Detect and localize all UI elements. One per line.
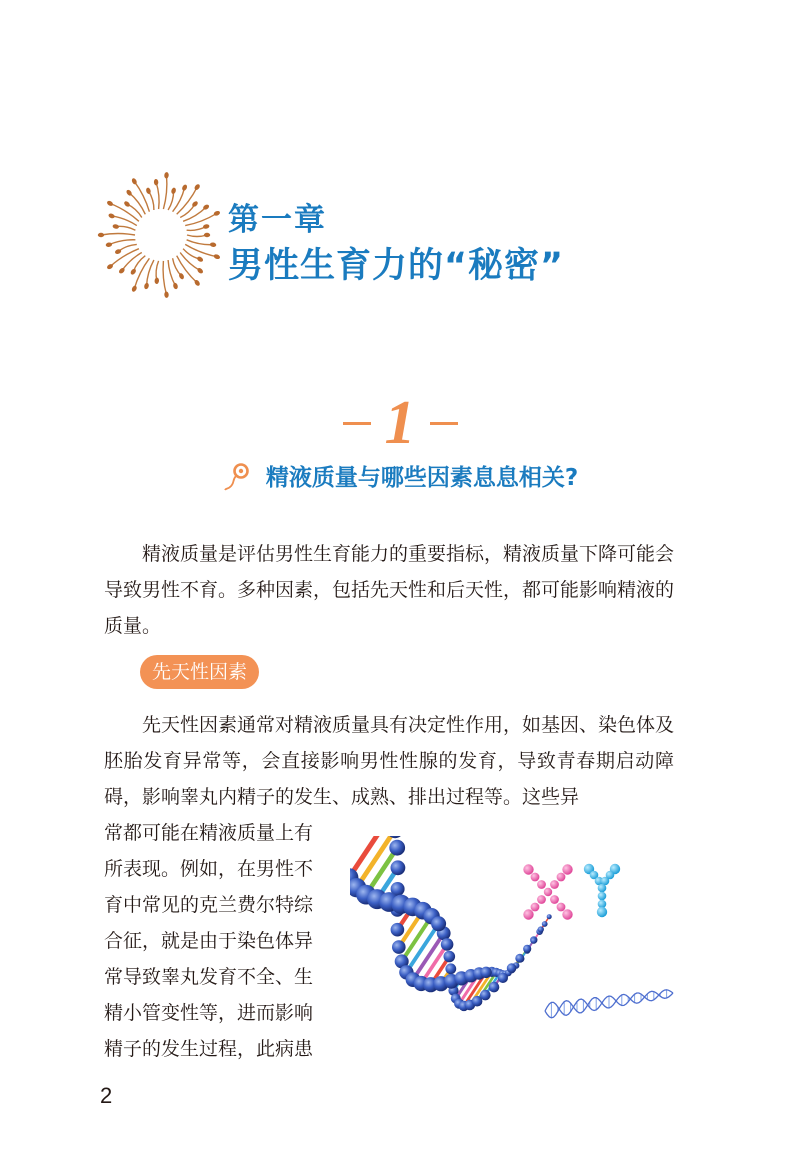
dna-bead xyxy=(391,860,406,875)
page-number: 2 xyxy=(100,1083,113,1108)
sperm-tail xyxy=(109,240,135,245)
sperm-tail xyxy=(101,234,135,236)
sperm-head xyxy=(144,282,150,289)
sperm-head xyxy=(181,184,188,192)
sperm-sun-icon xyxy=(96,170,226,300)
sperm-head xyxy=(194,183,201,191)
x-chromosome-bead xyxy=(562,864,572,874)
x-chromosome-bead xyxy=(557,903,566,912)
subsection-paragraph: 先天性因素通常对精液质量具有决定性作用，如基因、染色体及胚胎发育异常等，会直接影响男性性腺的发育，导致青春期启动障碍，影响睾丸内精子的发生、成熟、排出过程等。这些异 xyxy=(104,714,675,808)
y-chromosome-icon xyxy=(584,864,620,917)
y-chromosome-bead xyxy=(597,907,607,917)
sperm-tail xyxy=(187,240,214,245)
x-chromosome-bead xyxy=(550,880,559,889)
sperm-head xyxy=(98,233,104,237)
sperm-head xyxy=(105,242,112,248)
x-chromosome-bead xyxy=(537,880,546,889)
sperm-head xyxy=(130,268,137,276)
sperm-head xyxy=(191,200,199,208)
dna-bead xyxy=(523,945,531,953)
section-question xyxy=(0,459,800,492)
sperm-head xyxy=(131,285,138,293)
dna-bead xyxy=(480,990,491,1001)
x-chromosome-bead xyxy=(523,909,533,919)
sperm-head xyxy=(164,291,169,298)
sperm-head xyxy=(196,267,204,275)
x-chromosome-bead xyxy=(531,903,540,912)
sperm-head xyxy=(171,187,177,194)
dna-bead xyxy=(445,963,456,974)
chapter-label: 第一章 xyxy=(228,202,327,238)
dna-bead xyxy=(507,963,517,973)
dna-bead xyxy=(498,973,508,983)
dna-bead xyxy=(489,982,500,993)
x-chromosome-bead xyxy=(544,888,552,896)
right-dash xyxy=(430,422,458,425)
sperm-head xyxy=(123,200,131,208)
sperm-head xyxy=(204,233,210,237)
left-dash xyxy=(343,422,371,425)
x-chromosome-bead xyxy=(550,895,559,904)
dna-bead xyxy=(480,967,491,978)
text-line: 精小管变性等，进而影响 xyxy=(104,1002,314,1024)
sperm-head xyxy=(112,224,119,230)
text-line: 育中常见的克兰费尔特综 xyxy=(104,894,314,916)
dna-bead xyxy=(538,926,544,932)
text-line: 所表现。例如，在男性不 xyxy=(104,858,314,880)
subsection-badge: 先天性因素 xyxy=(140,655,259,689)
text-line: 常导致睾丸发育不全、生 xyxy=(104,966,314,988)
sperm-tail xyxy=(112,216,137,226)
sperm-head xyxy=(196,256,204,263)
sperm-icon xyxy=(222,461,252,491)
dna-helix-illustration xyxy=(350,836,680,1051)
sperm-head xyxy=(164,172,169,179)
sperm-head xyxy=(213,253,221,259)
sperm-tail xyxy=(185,213,217,225)
sperm-tail xyxy=(156,182,159,209)
section-question-text: 精液质量与哪些因素息息相关? xyxy=(265,465,579,491)
section-number: 1 xyxy=(384,389,416,457)
x-chromosome-bead xyxy=(537,895,546,904)
dna-bead xyxy=(547,914,552,919)
sperm-tail xyxy=(163,261,166,295)
y-chromosome-bead xyxy=(598,884,607,893)
x-chromosome-bead xyxy=(557,873,566,882)
text-line: 精子的发生过程，此病患 xyxy=(104,1038,314,1060)
dna-bead xyxy=(431,916,446,931)
sperm-head xyxy=(210,242,217,248)
x-chromosome-icon xyxy=(523,864,572,919)
dna-bead xyxy=(441,938,454,951)
chapter-title: 男性生育力的“秘密” xyxy=(228,246,565,286)
dna-bead xyxy=(515,954,524,963)
sperm-tail xyxy=(163,175,166,209)
dna-bead xyxy=(391,923,405,937)
sperm-head xyxy=(154,179,159,186)
text-line: 合征，就是由于染色体异 xyxy=(104,930,314,952)
dna-bead xyxy=(444,951,456,963)
intro-paragraph: 精液质量是评估男性生育能力的重要指标，精液质量下降可能会导致男性不育。多种因素，包括先天性和后天性，都可能影响精液的质量。 xyxy=(104,543,675,637)
x-chromosome-bead xyxy=(562,909,572,919)
sperm-head xyxy=(154,277,159,284)
sperm-tail xyxy=(147,260,154,286)
wrapped-text-block xyxy=(104,815,344,1067)
dna-bead xyxy=(389,840,405,856)
section-number-block xyxy=(0,388,800,459)
dna-bead xyxy=(392,940,406,954)
dna-bead xyxy=(542,921,548,927)
x-chromosome-bead xyxy=(523,864,533,874)
y-chromosome-bead xyxy=(598,892,607,901)
sperm-head xyxy=(106,200,114,207)
dna-bead xyxy=(531,937,537,943)
sperm-head xyxy=(108,213,116,219)
text-line: 常都可能在精液质量上有 xyxy=(104,822,314,844)
x-chromosome-bead xyxy=(531,873,540,882)
